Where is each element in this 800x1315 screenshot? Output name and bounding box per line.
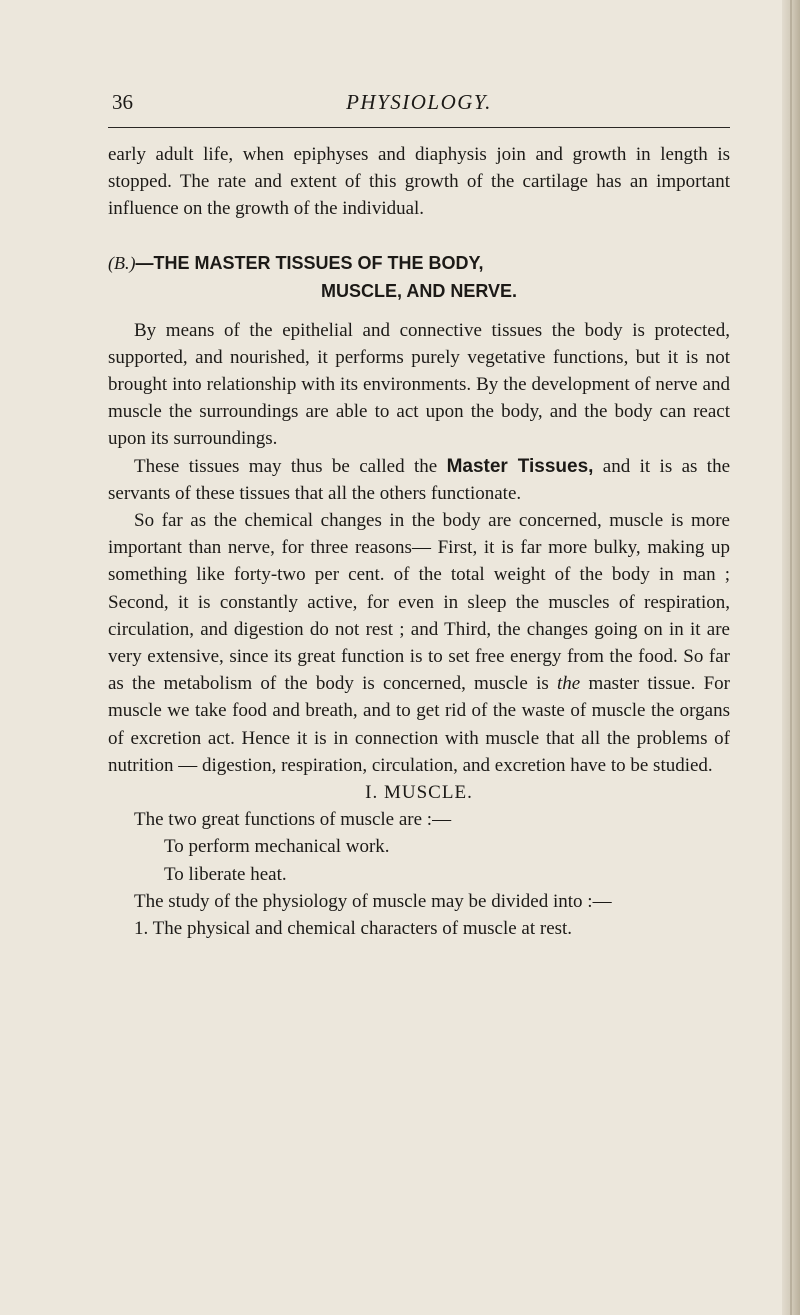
page-edge-line xyxy=(790,0,792,1315)
section-muscle-heading: I. MUSCLE. xyxy=(365,782,473,804)
page-body xyxy=(108,141,730,942)
paragraph-3-end: and it is as the servants of these tissues that all the others functionate. xyxy=(108,455,730,504)
page-header xyxy=(108,86,730,122)
paragraph-4-end: master tissue. For muscle we take food and breath, and to get rid of the waste of muscle the organs of excretion act. Hence it is in connection with muscle that all the problems of nutrition — digestion, respiration, circulation, and excretion have to be studied. xyxy=(108,673,730,776)
page-number: 36 xyxy=(112,90,133,114)
paragraph-2: By means of the epithelial and connective tissues the body is protected, supported, and nourished, it performs purely vegetative functions, but it is not brought into relationship with its environments. By the development of nerve and muscle the surroundings are able to act upon the body, and the body can react upon its surroundings. xyxy=(108,319,730,450)
section-b-title-line2: MUSCLE, AND NERVE. xyxy=(320,280,518,301)
running-title: PHYSIOLOGY. xyxy=(346,90,492,114)
paragraph-6: The study of the physiology of muscle may be divided into :— xyxy=(134,890,612,912)
header-rule xyxy=(108,127,730,128)
paragraph-1: early adult life, when epiphyses and diaphysis join and growth in length is stopped. The rate and extent of this growth of the cartilage has an important influence on the growth of the individual. xyxy=(108,144,730,220)
paragraph-5: The two great functions of muscle are :— xyxy=(134,809,452,831)
emphasis-the: the xyxy=(557,673,581,695)
paragraph-3-start: These tissues may thus be called the xyxy=(134,455,447,477)
master-tissues-term: Master Tissues, xyxy=(446,455,594,477)
paragraph-3 xyxy=(108,453,730,507)
paragraph-4 xyxy=(108,507,730,779)
section-b-heading xyxy=(108,249,730,305)
section-b-mark: (B.) xyxy=(108,252,136,273)
function-item-1: To perform mechanical work. xyxy=(164,836,390,858)
function-item-2: To liberate heat. xyxy=(164,863,287,885)
section-b-title-line1: —THE MASTER TISSUES OF THE BODY, xyxy=(135,252,484,273)
paragraph-4-start: So far as the chemical changes in the body are concerned, muscle is more important than nerve, for three reasons— First, it is far more bulky, making up something like forty-two per cent. of the total weight of the body in man ; Second, it is constantly active, for even in sleep the muscles of respiration, circulation, and digestion do not rest ; and Third, the changes going on in it are very extensive, since its great function is to set free energy from the food. So far as the metabolism of the body is concerned, muscle is xyxy=(108,510,730,695)
list-item-1: 1. The physical and chemical characters of muscle at rest. xyxy=(134,918,573,940)
